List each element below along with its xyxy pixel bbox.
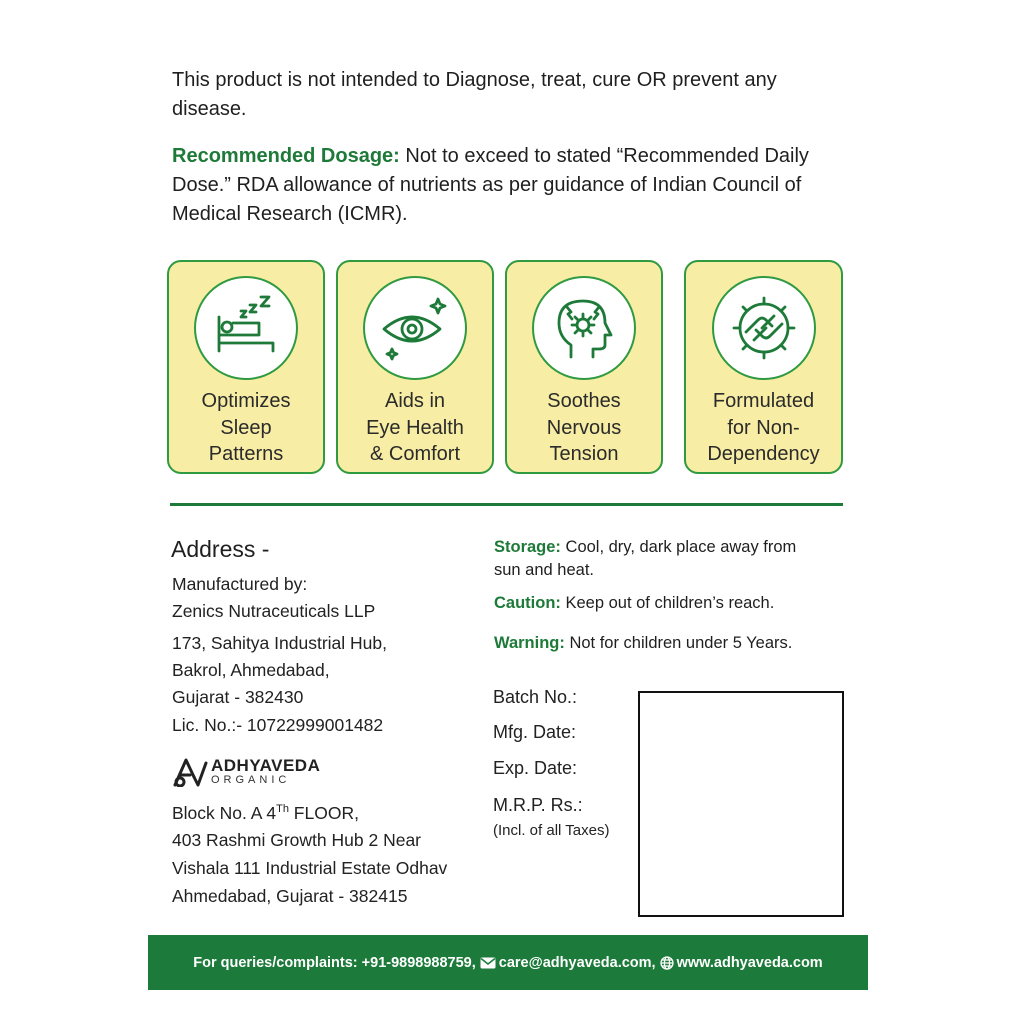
batch-stamp-box [638,691,844,917]
brand-address-line: Vishala 111 Industrial Estate Odhav [172,858,448,878]
mrp-label: M.R.P. Rs.: [493,795,583,815]
exp-date-label: Exp. Date: [493,758,578,778]
head-gear-icon [532,276,636,380]
contact-footer [148,935,868,990]
sleep-icon [194,276,298,380]
license-number: Lic. No.:- 10722999001482 [172,715,384,735]
address-title: Address - [171,536,270,562]
storage-info: Storage: Cool, dry, dark place away from sun and heat. [494,538,797,579]
company-name: Zenics Nutraceuticals LLP [172,601,376,621]
caution-label: Caution: [494,594,561,612]
benefit-card-sleep [167,260,325,474]
eye-icon [363,276,467,380]
disclaimer-text: This product is not intended to Diagnose, treat, cure OR prevent any disease. [172,69,777,120]
brand-address-line: Block No. A 4Th FLOOR, [172,803,359,823]
benefit-card-non-dependency [684,260,843,474]
brand-subname: ORGANIC [211,774,291,786]
caution-info: Caution: Keep out of children’s reach. [494,594,775,612]
batch-no-label: Batch No.: [493,687,578,707]
benefit-label: Formulated for Non- Dependency [707,390,820,465]
queries-text: For queries/complaints: +91-9898988759, [193,954,476,971]
address-line: Bakrol, Ahmedabad, [172,660,330,680]
website-link[interactable]: www.adhyaveda.com [676,954,823,971]
brand-mark-icon [172,757,208,787]
dosage-paragraph [172,142,852,229]
warning-info: Warning: Not for children under 5 Years. [494,634,793,652]
mail-icon [480,957,496,969]
benefit-label: Optimizes Sleep Patterns [201,390,291,465]
benefit-card-nervous [505,260,663,474]
hands-gear-icon [712,276,816,380]
email-link[interactable]: care@adhyaveda.com, [498,954,656,971]
dosage-text: Not to exceed to stated “Recommended Daily Dose.” RDA allowance of nutrients as per guidance of Indian Council of Medical Research (ICMR). [172,145,809,225]
section-divider [170,503,843,506]
brand-logo [172,757,320,787]
brand-address-line: Ahmedabad, Gujarat - 382415 [172,886,408,906]
globe-icon [660,956,674,970]
brand-name: ADHYAVEDA [211,756,321,775]
address-line: 173, Sahitya Industrial Hub, [172,633,387,653]
manufactured-by-label: Manufactured by: [172,574,308,594]
taxes-note: (Incl. of all Taxes) [493,822,610,839]
storage-label: Storage: [494,538,561,556]
warning-label: Warning: [494,634,565,652]
brand-address-line: 403 Rashmi Growth Hub 2 Near [172,830,421,850]
benefit-label: Aids in Eye Health & Comfort [366,390,464,465]
mfg-date-label: Mfg. Date: [493,722,577,742]
benefit-card-eye [336,260,494,474]
dosage-label: Recommended Dosage: [172,145,400,167]
benefit-label: Soothes Nervous Tension [546,390,622,465]
address-line: Gujarat - 382430 [172,687,304,707]
